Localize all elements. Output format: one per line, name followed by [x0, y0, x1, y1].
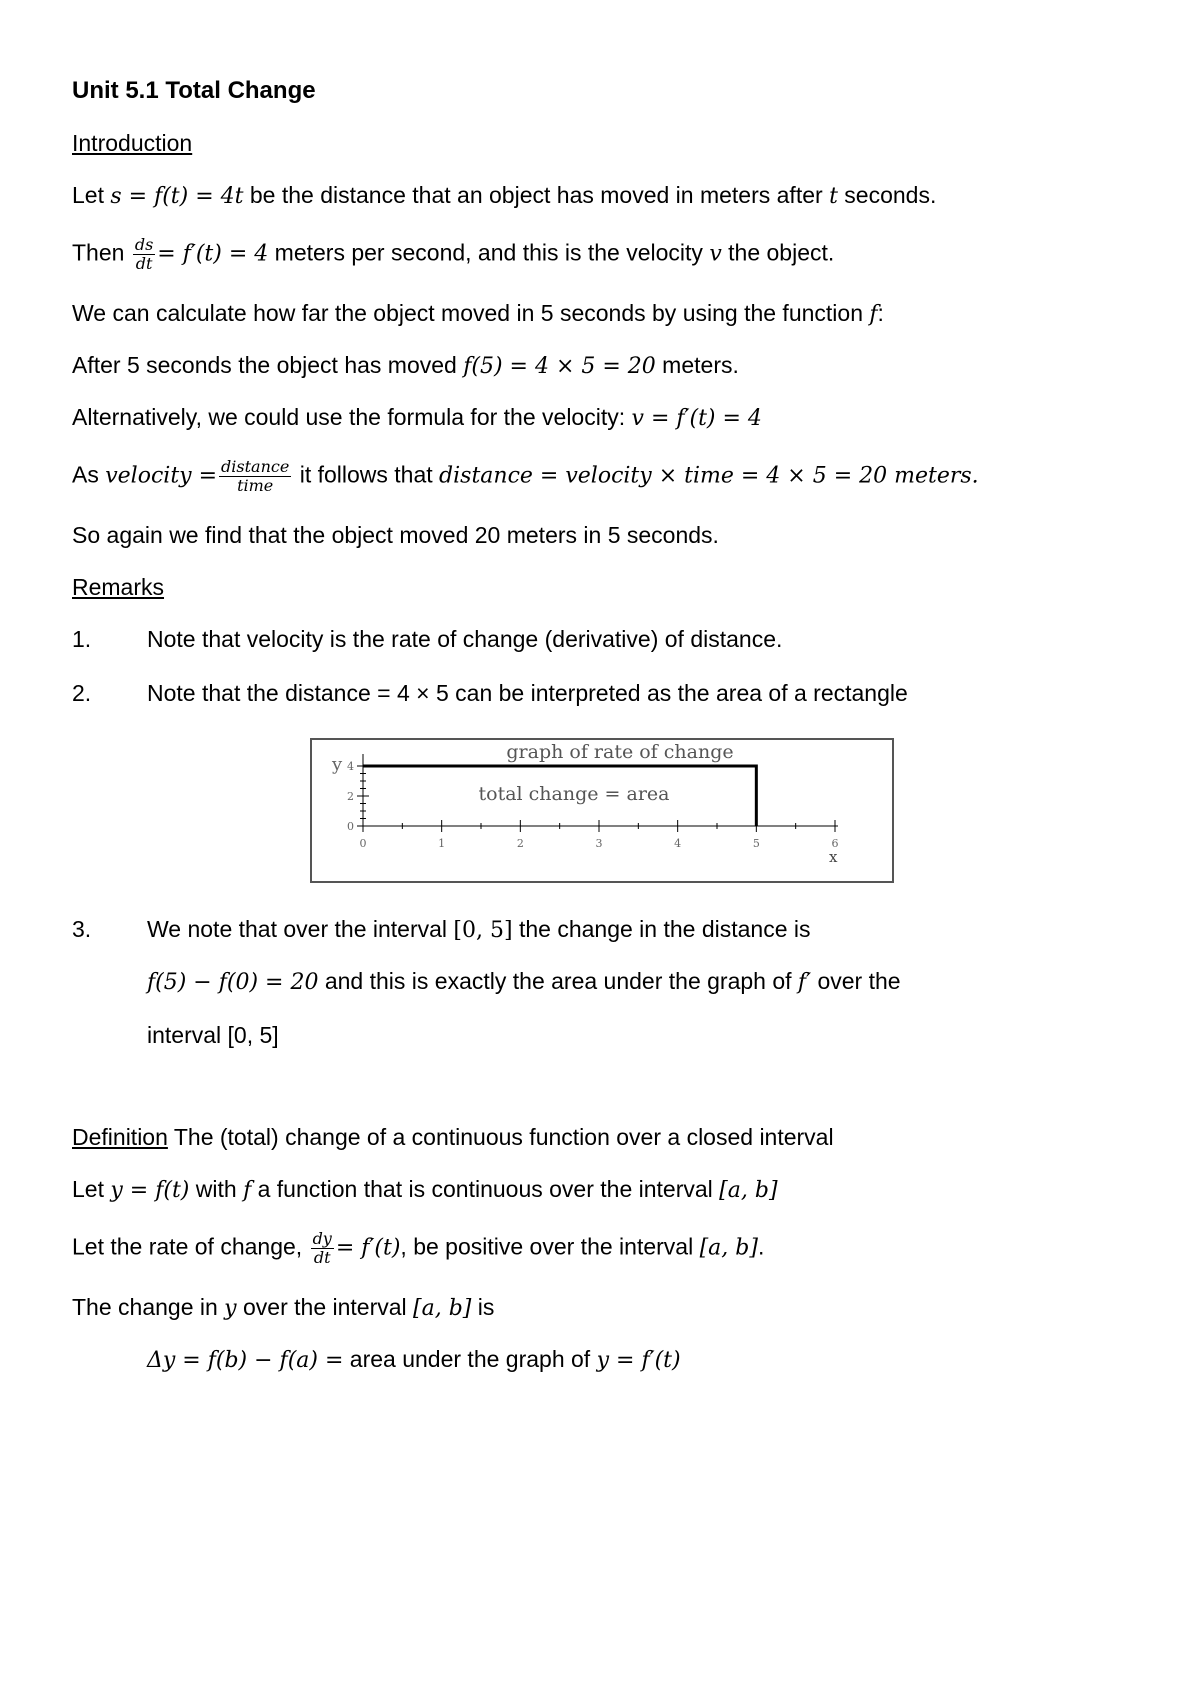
x-tick-label: 1: [438, 837, 446, 850]
x-tick-label: 6: [831, 837, 839, 850]
x-tick-label: 0: [359, 837, 367, 850]
chart-svg: [312, 740, 892, 881]
x-tick-label: 3: [595, 837, 603, 850]
definition-line-1: Let y = f(t) with f a function that is continuous over the interval [a, b]: [72, 1176, 778, 1203]
intro-line-1: Let s = f(t) = 4t be the distance that an object has moved in meters after t seconds.: [72, 182, 937, 209]
remark-item-3-line-3: interval [0, 5]: [147, 1022, 279, 1048]
definition-label: Definition: [72, 1124, 168, 1150]
x-tick-label: 4: [674, 837, 682, 850]
x-tick-label: 2: [516, 837, 524, 850]
intro-line-5: Alternatively, we could use the formula for the velocity: v = f′(t) = 4: [72, 404, 762, 431]
intro-line-3: We can calculate how far the object moved in 5 seconds by using the function f:: [72, 300, 884, 327]
definition-line-2: Let the rate of change, $\frac{dy}{dt}$ = f′(t), be positive over the interval [a, b].: [72, 1229, 765, 1267]
intro-line-7: So again we find that the object moved 20 meters in 5 seconds.: [72, 522, 719, 548]
rate-of-change-graph: [310, 738, 894, 883]
intro-line-4: After 5 seconds the object has moved f(5) = 4 × 5 = 20 meters.: [72, 352, 739, 379]
dy-dt-fraction: $\frac{dy}{dt}$: [312, 1229, 332, 1267]
definition-line: Definition The (total) change of a continuous function over a closed interval: [72, 1124, 834, 1150]
definition-line-3: The change in y over the interval [a, b] is: [72, 1294, 495, 1321]
intro-line-2: Then $\frac{ds}{dt}$ = f′(t) = 4 meters per second, and this is the velocity v the object.: [72, 235, 835, 273]
x-tick-label: 5: [752, 837, 760, 850]
section-introduction-heading: Introduction: [72, 130, 193, 156]
chart-title: graph of rate of change: [506, 741, 734, 763]
y-tick-label: 2: [347, 790, 354, 803]
section-remarks-heading: Remarks: [72, 574, 165, 600]
chart-annotation: total change = area: [478, 783, 670, 805]
intro-line-6: As velocity = $\frac{\text{distance}}{\text{time}}$ it follows that distance = velocity × time = 4 × 5 = 20 meters.: [72, 457, 979, 495]
y-tick-label: 0: [347, 820, 354, 833]
remark-item-3-line-2: f(5) − f(0) = 20 and this is exactly the area under the graph of f′ over the: [147, 968, 901, 995]
distance-time-fraction: $\frac{\text{distance}}{\text{time}}$: [221, 457, 290, 495]
y-axis-label: y: [332, 754, 343, 775]
y-tick-label: 4: [347, 760, 354, 773]
x-axis-label: x: [829, 848, 838, 866]
ds-dt-fraction: $\frac{ds}{dt}$: [134, 235, 154, 273]
definition-line-4: Δy = f(b) − f(a) = area under the graph of y = f′(t): [147, 1346, 681, 1373]
page-title: Unit 5.1 Total Change: [72, 77, 316, 104]
